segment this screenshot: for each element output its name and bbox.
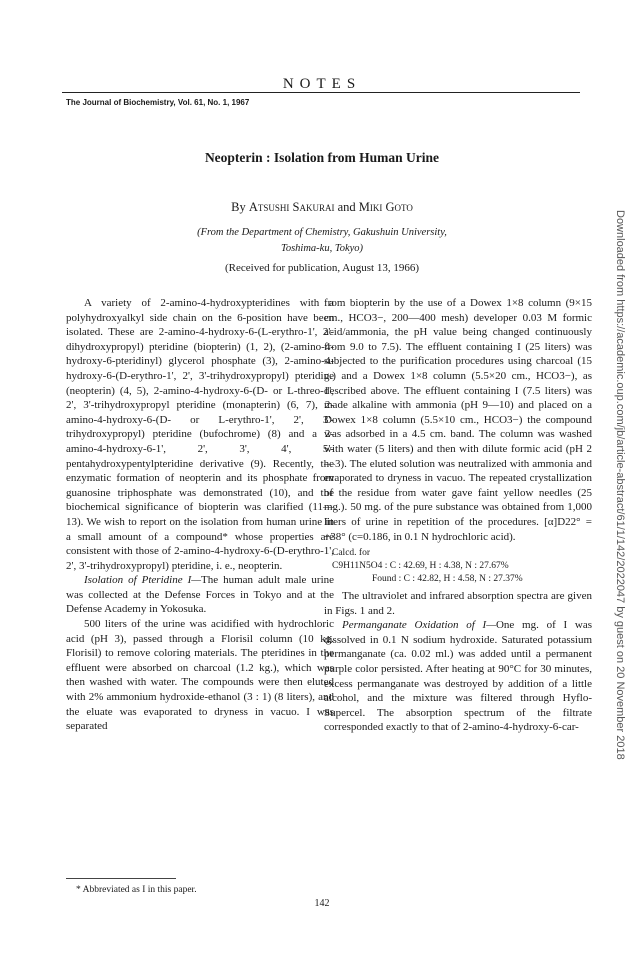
- calc-values: C9H11N5O4 : C : 42.69, H : 4.38, N : 27.67%: [332, 561, 509, 572]
- left-column: [66, 296, 334, 734]
- right-column: [324, 296, 592, 735]
- elemental-analysis: [332, 547, 592, 586]
- affiliation: [0, 225, 644, 257]
- isolation-text: The human adult male urine was collected at the Defense Forces in Tokyo and at the Defense Academy in Yokosuka.: [66, 574, 335, 616]
- intro-paragraph: A variety of 2-amino-4-hydroxypteridines with a polyhydroxyalkyl side chain on the 6-position have been isolated. These are 2-amino-4-hydroxy-6-(L-erythro-1', 2'-dihydroxypropyl) pteridine (biopterin) (1, 2), (2-amino-4-hydroxy-6-pteridinyl) glycerol phosphate (3), 2-amino-4-hydroxy-6-(D-erythro-1', 2', 3'-trihydroxypropyl) pteridine (neopterin) (4, 5), 2-amino-4-hydroxy-6-(D- or L-threo-1', 2', 3'-trihydroxypropyl pteridine (monapterin) (6, 7), 2-amino-4-hydroxy-6-(D- or L-erythro-1', 2', 3'-trihydroxypropyl) pteridine (bufochrome) (8) and a 2-amino-4-hydroxy-6-1', 2', 3', 4', 5'-pentahydroxypentylpteridine derivative (9). Recently, the enzymatic formation of neopterin and its phosphate from guanosine triphosphate was demonstrated (10), and the biochemical significance of biopterin was clarified (11—13). We wish to report on the isolation from human urine in a small amount of a compound* whose properties are consistent with those of 2-amino-4-hydroxy-6-(D-erythro-1', 2', 3'-trihydroxypropyl) pteridine, i. e., neopterin.: [66, 297, 334, 572]
- affiliation-line-1: (From the Department of Chemistry, Gakushuin University,: [197, 227, 447, 238]
- found-values: Found : C : 42.82, H : 4.58, N : 27.37%: [372, 574, 523, 585]
- author-1: Atsushi Sakurai: [248, 200, 335, 214]
- received-date: (Received for publication, August 13, 1966): [225, 262, 419, 274]
- affiliation-line-2: Toshima-ku, Tokyo): [280, 243, 364, 254]
- footnote: * Abbreviated as I in this paper.: [76, 885, 197, 895]
- method-paragraph: 500 liters of the urine was acidified with hydrochloric acid (pH 3), passed through a Florisil column (10 kg. Florisil) to remove coloring materials. The pteridines in the effluent were absorbed on charcoal (1.2 kg.), which was then washed with water. The compounds were then eluted with 2% ammonium hydroxide-ethanol (3 : 1) (8 liters), and the eluate was evaporated to dryness in vacuo. I was separated: [66, 618, 334, 733]
- oxidation-text: One mg. of I was dissolved in 0.1 N sodium hydroxide. Saturated potassium permanganate (ca. 0.02 ml.) was added until a permanent purple color persisted. After heating at 90°C for 30 minutes, excess permanganate was destroyed by addition of a little alcohol, and the mixture was filtered through Hyflo-Supercel. The absorption spectrum of the filtrate corresponded exactly to that of 2-amino-4-hydroxy-6-car-: [324, 619, 592, 734]
- byline: [0, 200, 644, 215]
- header-rule: [62, 92, 580, 93]
- author-2: Miki Goto: [358, 200, 413, 214]
- spectra-paragraph: The ultraviolet and infrared absorption spectra are given in Figs. 1 and 2.: [324, 590, 592, 617]
- byline-prefix: By: [231, 200, 246, 214]
- isolation-heading: Isolation of Pteridine I—: [84, 574, 202, 587]
- article-title: Neopterin : Isolation from Human Urine: [204, 150, 440, 165]
- footnote-rule: [66, 878, 176, 879]
- byline-and: and: [337, 200, 356, 214]
- download-watermark: [612, 210, 632, 760]
- purification-paragraph: from biopterin by the use of a Dowex 1×8 column (9×15 cm., HCO3−, 200—400 mesh) developer 0.03 M formic acid/ammonia, the pH value being changed continuously from 9.0 to 7.5). The effluent containing I (25 liters) was subjected to the purification procedures using charcoal (15 g.) and a Dowex 1×8 column (5.5×20 cm., HCO3−), as described above. The effluent containing I (7.5 liters) was made alkaline with ammonia (pH 9—10) and placed on a Dowex 1×8 column (5.5×10 cm., HCO3−) the compound was adsorbed in a 4.5 cm. band. The column was washed with water (5 liters) and then with dilute formic acid (pH 2—3). The eluted solution was neutralized with ammonia and evaporated to dryness in vacuo. The repeated crystallization of the residue from water gave faint yellow needles (25 mg.). 50 mg. of the pure substance was obtained from 1,000 liters of urine in repetition of the procedures. [α]D22° = +38° (c=0.186, in 0.1 N hydrochloric acid).: [324, 297, 592, 543]
- isolation-paragraph: [66, 573, 334, 617]
- journal-citation: The Journal of Biochemistry, Vol. 61, No. 1, 1967: [66, 98, 250, 107]
- section-title: NOTES: [282, 76, 362, 92]
- calc-label: Calcd. for: [332, 548, 370, 559]
- oxidation-heading: Permanganate Oxidation of I—: [342, 619, 496, 632]
- watermark-text: Downloaded from https://academic.oup.com/jb/article-abstract/61/1/142/2022047 by guest on 20 November 2018: [614, 210, 626, 760]
- page-number: 142: [314, 898, 330, 909]
- oxidation-paragraph: [324, 618, 592, 735]
